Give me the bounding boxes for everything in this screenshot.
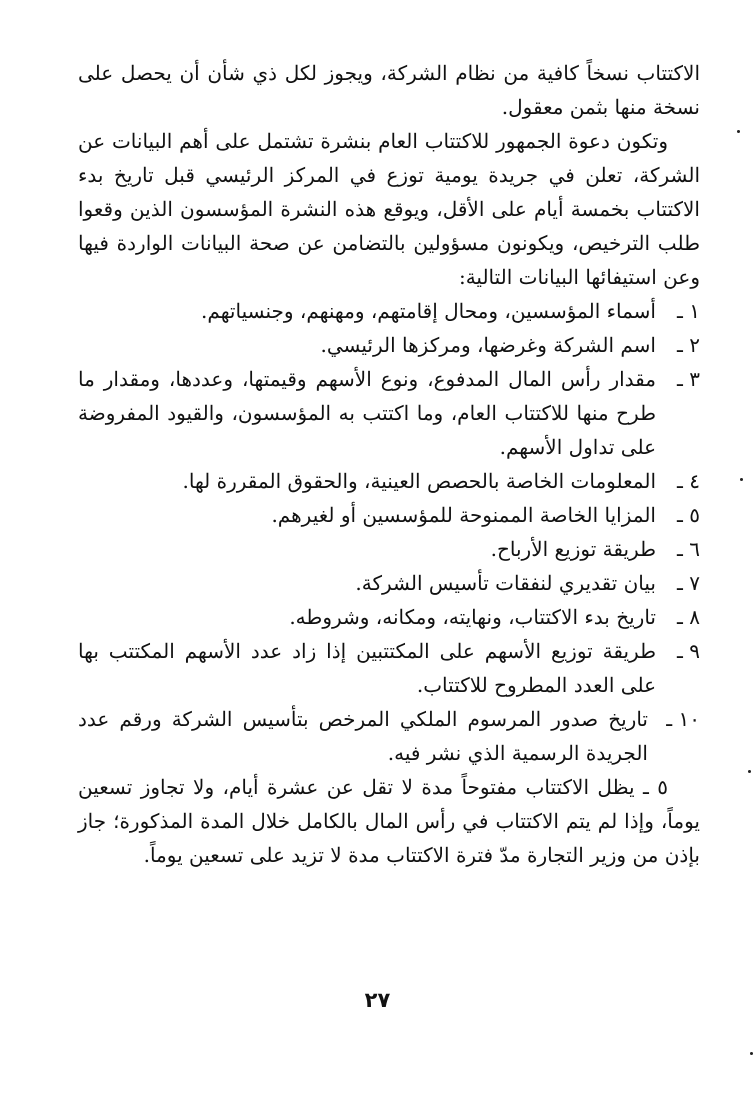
list-item-text: المعلومات الخاصة بالحصص العينية، والحقوق المقررة لها. xyxy=(182,469,656,493)
margin-dot-mark xyxy=(740,478,743,481)
list-item-number: ٤ ـ xyxy=(677,469,700,493)
list-item xyxy=(78,464,700,498)
page-body xyxy=(78,56,700,872)
list-item-text: طريقة توزيع الأرباح. xyxy=(490,537,656,561)
list-item-text: طريقة توزيع الأسهم على المكتتبين إذا زاد عدد الأسهم المكتتب بها على العدد المطروح للاكتتاب. xyxy=(78,639,656,697)
list-item xyxy=(78,294,700,328)
list-item-number: ٧ ـ xyxy=(677,571,700,595)
paragraph-intro: الاكتتاب نسخاً كافية من نظام الشركة، ويجوز لكل ذي شأن أن يحصل على نسخة منها بثمن معقول. xyxy=(78,61,700,119)
list-item xyxy=(78,702,700,770)
list-item xyxy=(78,498,700,532)
list-item-text: تاريخ بدء الاكتتاب، ونهايته، ومكانه، وشروطه. xyxy=(289,605,656,629)
list-item-text: مقدار رأس المال المدفوع، ونوع الأسهم وقيمتها، وعددها، ومقدار ما طرح منها للاكتتاب العام، وما اكتتب به المؤسسون، والقيود المفروضة على تداول الأسهم. xyxy=(78,367,656,459)
paragraph-public-offering: وتكون دعوة الجمهور للاكتتاب العام بنشرة تشتمل على أهم البيانات عن الشركة، تعلن في جريدة يومية توزع في المركز الرئيسي قبل تاريخ بدء الاكتتاب بخمسة أيام على الأقل، ويوقع هذه النشرة المؤسسون الذين وقعوا طلب الترخيص، ويكونون مسؤولين بالتضامن عن صحة البيانات الواردة فيها وعن استيفائها البيانات التالية: xyxy=(78,129,700,289)
list-item xyxy=(78,532,700,566)
list-item-number: ١ ـ xyxy=(677,299,700,323)
list-item xyxy=(78,634,700,702)
list-item-number: ٥ ـ xyxy=(677,503,700,527)
list-item-text: اسم الشركة وغرضها، ومركزها الرئيسي. xyxy=(320,333,656,357)
list-item-text: المزايا الخاصة الممنوحة للمؤسسين أو لغيرهم. xyxy=(271,503,656,527)
list-item-number: ٩ ـ xyxy=(677,639,700,663)
list-item xyxy=(78,328,700,362)
list-item xyxy=(78,362,700,464)
paragraph-offering-period: ٥ ـ يظل الاكتتاب مفتوحاً مدة لا تقل عن عشرة أيام، ولا تجاوز تسعين يوماً، وإذا لم يتم الاكتتاب في رأس المال بالكامل خلال المدة المذكورة؛ جاز بإذن من وزير التجارة مدّ فترة الاكتتاب مدة لا تزيد على تسعين يوماً. xyxy=(78,775,700,867)
list-item-number: ٦ ـ xyxy=(677,537,700,561)
page-number: ٢٧ xyxy=(364,988,391,1012)
list-item-text: بيان تقديري لنفقات تأسيس الشركة. xyxy=(355,571,656,595)
list-item-text: أسماء المؤسسين، ومحال إقامتهم، ومهنهم، وجنسياتهم. xyxy=(201,299,656,323)
margin-dot-mark xyxy=(748,770,751,773)
margin-dot-mark xyxy=(737,130,740,133)
list-item-number: ٢ ـ xyxy=(677,333,700,357)
list-item-text: تاريخ صدور المرسوم الملكي المرخص بتأسيس الشركة ورقم عدد الجريدة الرسمية الذي نشر فيه. xyxy=(78,707,648,765)
required-data-list xyxy=(78,294,700,770)
list-item-number: ٣ ـ xyxy=(677,367,700,391)
list-item-number: ١٠ ـ xyxy=(666,707,700,731)
list-item xyxy=(78,566,700,600)
list-item xyxy=(78,600,700,634)
margin-dot-mark xyxy=(750,1052,753,1055)
list-item-number: ٨ ـ xyxy=(677,605,700,629)
